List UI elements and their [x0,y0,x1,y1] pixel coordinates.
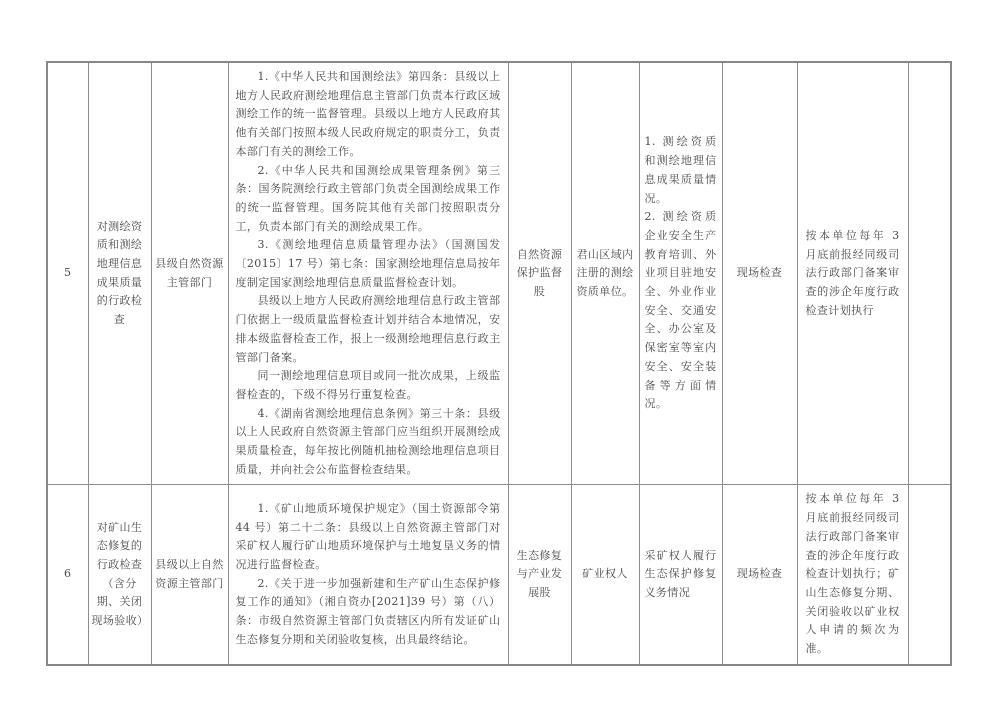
content-paragraph: 采矿权人履行生态保护修复义务情况 [644,548,717,599]
legal-basis-paragraph: 2.《中华人民共和国测绘成果管理条例》第三条：国务院测绘行政主管部门负责全国测绘成果工作的统一监督管理。国务院其他有关部门按照职责分工，负责本部门有关的测绘成果工作。 [235,163,501,233]
frequency: 按本单位每年 3 月底前报经同级司法行政部门备案审查的涉企年度行政检查计划执行；矿山生态修复分期、关闭验收以矿业权人申请的频次为准。 [805,492,900,656]
department: 生态修复与产业发展股 [516,548,563,599]
empty-cell [908,485,951,665]
legal-basis-cell [228,62,508,485]
row-number-cell [47,485,88,665]
row-number: 6 [64,567,72,581]
agency-cell [151,485,228,665]
legal-basis-paragraph: 1.《矿山地质环境保护规定》（国土资源部令第 44 号）第二十二条：县级以上自然资源主管部门对采矿权人履行矿山地质环境保护与土地复垦义务的情况进行监督检查。 [235,501,501,571]
legal-basis-paragraph: 4.《湖南省测绘地理信息条例》第三十条：县级以上人民政府自然资源主管部门应当组织开展测绘成果质量检查，每年按比例随机抽检测绘地理信息项目质量，并向社会公布监督检查结果。 [235,406,501,476]
inspection-item-cell [88,62,151,485]
method-cell [722,485,797,665]
department-cell [508,485,571,665]
inspection-content-cell [639,62,722,485]
agency: 县级以上自然资源主管部门 [155,557,224,590]
target-cell [571,485,639,665]
inspection-items-table [46,61,952,666]
empty-cell [908,62,951,485]
inspection-item: 对矿山生态修复的行政检查（含分期、关闭现场验收） [91,520,149,628]
legal-basis-paragraph: 1.《中华人民共和国测绘法》第四条：县级以上地方人民政府测绘地理信息主管部门负责本行政区域测绘工作的统一监督管理。县级以上地方人民政府其他有关部门按照本级人民政府规定的职责分工，负责本部门有关的测绘工作。 [235,70,501,158]
legal-basis-paragraph: 3.《测绘地理信息质量管理办法》（国测国发〔2015〕17 号）第七条：国家测绘地理信息局按年度制定国家测绘地理信息质量监督检查计划。 [235,238,501,289]
target: 君山区域内注册的测绘资质单位。 [576,247,634,299]
frequency: 按本单位每年 3 月底前报经同级司法行政部门备案审查的涉企年度行政检查计划执行 [805,228,900,317]
content-paragraph: 1. 测绘资质和测绘地理信息成果质量情况。 [644,135,717,205]
department-cell [508,62,571,485]
row-number: 5 [64,266,72,280]
department: 自然资源保护监督股 [516,247,563,299]
method: 现场检查 [736,266,783,280]
frequency-cell [797,62,908,485]
table-row [47,485,951,665]
legal-basis-paragraph: 县级以上地方人民政府测绘地理信息行政主管部门依据上一级质量监督检查计划并结合本地情况，安排本级监督检查工作，报上一级测绘地理信息行政主管部门备案。 [235,294,501,364]
table-row [47,62,951,485]
inspection-content-cell [639,485,722,665]
method: 现场检查 [736,567,783,581]
row-number-cell [47,62,88,485]
method-cell [722,62,797,485]
frequency-cell [797,485,908,665]
legal-basis-paragraph: 同一测绘地理信息项目或同一批次成果，上级监督检查的，下级不得另行重复检查。 [235,369,501,401]
inspection-item-cell [88,485,151,665]
legal-basis-cell [228,485,508,665]
agency: 县级自然资源主管部门 [155,257,224,289]
target-cell [571,62,639,485]
content-paragraph: 2. 测绘资质企业安全生产教育培训、外业项目驻地安全、外业作业安全、交通安全、办公室及保密室等室内安全、安全装备等方面情况。 [644,210,717,411]
target: 矿业权人 [582,567,628,581]
legal-basis-paragraph: 2.《关于进一步加强新建和生产矿山生态保护修复工作的通知》（湘自资办[2021]39 号）第（八）条：市级自然资源主管部门负责辖区内所有发证矿山生态修复分期和关闭验收复核，出具最终结论。 [235,576,501,646]
agency-cell [151,62,228,485]
inspection-item: 对测绘资质和测绘地理信息成果质量的行政检查 [96,219,143,327]
